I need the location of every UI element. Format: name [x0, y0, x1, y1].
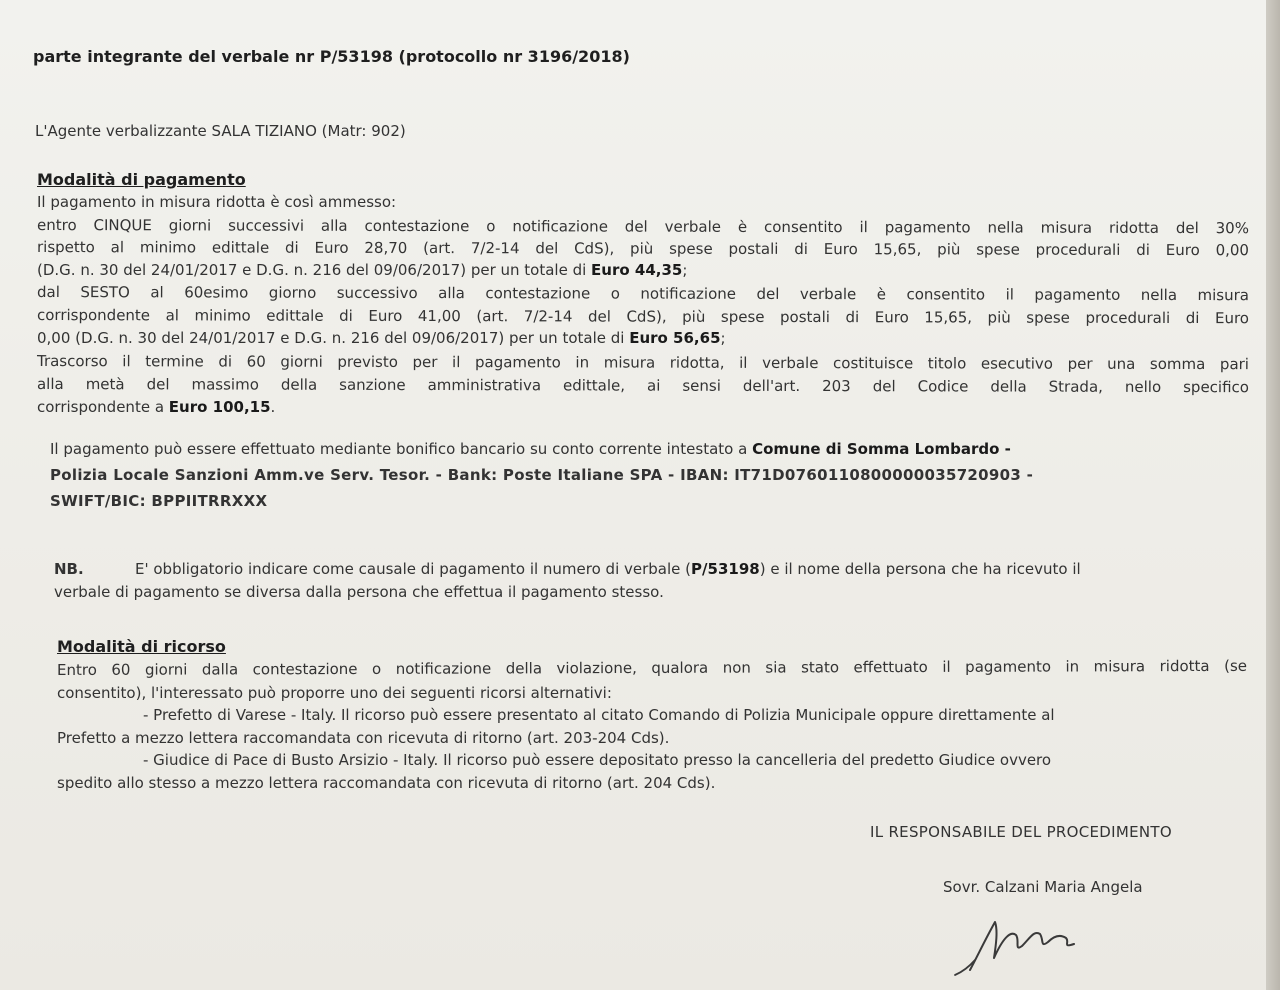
- payment-line-2: entro CINQUE giorni successivi alla contestazione o notificazione del verbale è consentito il pagamento nella misura ridotta del 30%: [36, 216, 1250, 238]
- appeal-line-1: Entro 60 giorni dalla contestazione o notificazione della violazione, qualora non sia stato effettuato il pagamento in misura ridotta (se: [56, 656, 1248, 679]
- payment-line-8: Trascorso il termine di 60 giorni previsto per il pagamento in misura ridotta, il verbale costituisce titolo esecutivo per una somma pari: [36, 352, 1250, 374]
- nb-label: NB.: [54, 560, 84, 578]
- bank-line-1: Il pagamento può essere effettuato mediante bonifico bancario su conto corrente intestato a Comune di Somma Lombardo -: [50, 440, 1011, 458]
- signature-title: IL RESPONSABILE DEL PROCEDIMENTO: [870, 823, 1172, 841]
- bank-line-3: SWIFT/BIC: BPPIITRRXXX: [50, 492, 268, 510]
- agent-line: L'Agente verbalizzante SALA TIZIANO (Matr: 902): [35, 122, 406, 140]
- payment-line-4: (D.G. n. 30 del 24/01/2017 e D.G. n. 216 del 09/06/2017) per un totale di Euro 44,35;: [37, 261, 688, 279]
- appeal-line-6: spedito allo stesso a mezzo lettera raccomandata con ricevuta di ritorno (art. 204 Cds).: [57, 774, 716, 792]
- payment-line-5: dal SESTO al 60esimo giorno successivo alla contestazione o notificazione del verbale è consentito il pagamento nella misura: [36, 283, 1250, 305]
- payment-line-9: alla metà del massimo della sanzione amministrativa edittale, ai sensi dell'art. 203 del Codice della Strada, nello specifico: [36, 375, 1250, 397]
- appeal-line-4: Prefetto a mezzo lettera raccomandata con ricevuta di ritorno (art. 203-204 Cds).: [57, 729, 670, 747]
- bank-line-2: Polizia Locale Sanzioni Amm.ve Serv. Tesor. - Bank: Poste Italiane SPA - IBAN: IT71D0760110800000035720903 -: [50, 466, 1034, 484]
- payment-line-7: 0,00 (D.G. n. 30 del 24/01/2017 e D.G. n. 216 del 09/06/2017) per un totale di Euro 56,65;: [37, 329, 726, 347]
- payment-section-title: Modalità di pagamento: [37, 170, 246, 189]
- nb-line-2: verbale di pagamento se diversa dalla persona che effettua il pagamento stesso.: [54, 583, 664, 601]
- paper-edge-shadow: [1266, 0, 1280, 990]
- payment-line-6: corrispondente al minimo edittale di Euro 41,00 (art. 7/2-14 del CdS), più spese postali di Euro 15,65, più spese procedurali di Euro: [36, 306, 1250, 328]
- appeal-section-title: Modalità di ricorso: [57, 637, 226, 656]
- nb-line-1: E' obbligatorio indicare come causale di pagamento il numero di verbale (P/53198) e il nome della persona che ha ricevuto il: [135, 560, 1081, 578]
- payment-line-10: corrispondente a Euro 100,15.: [37, 398, 276, 416]
- payment-line-3: rispetto al minimo edittale di Euro 28,70 (art. 7/2-14 del CdS), più spese postali di Euro 15,65, più spese procedurali di Euro 0,00: [36, 238, 1250, 260]
- appeal-line-2: consentito), l'interessato può proporre uno dei seguenti ricorsi alternativi:: [57, 684, 612, 702]
- appeal-line-3: - Prefetto di Varese - Italy. Il ricorso può essere presentato al citato Comando di Polizia Municipale oppure direttamente al: [143, 706, 1055, 724]
- appeal-line-5: - Giudice di Pace di Busto Arsizio - Italy. Il ricorso può essere depositato presso la cancelleria del predetto Giudice ovvero: [143, 751, 1052, 769]
- payment-line-1: Il pagamento in misura ridotta è così ammesso:: [37, 193, 397, 211]
- document-header: parte integrante del verbale nr P/53198 (protocollo nr 3196/2018): [33, 47, 630, 66]
- handwritten-signature: [950, 900, 1100, 980]
- signature-name: Sovr. Calzani Maria Angela: [943, 878, 1143, 896]
